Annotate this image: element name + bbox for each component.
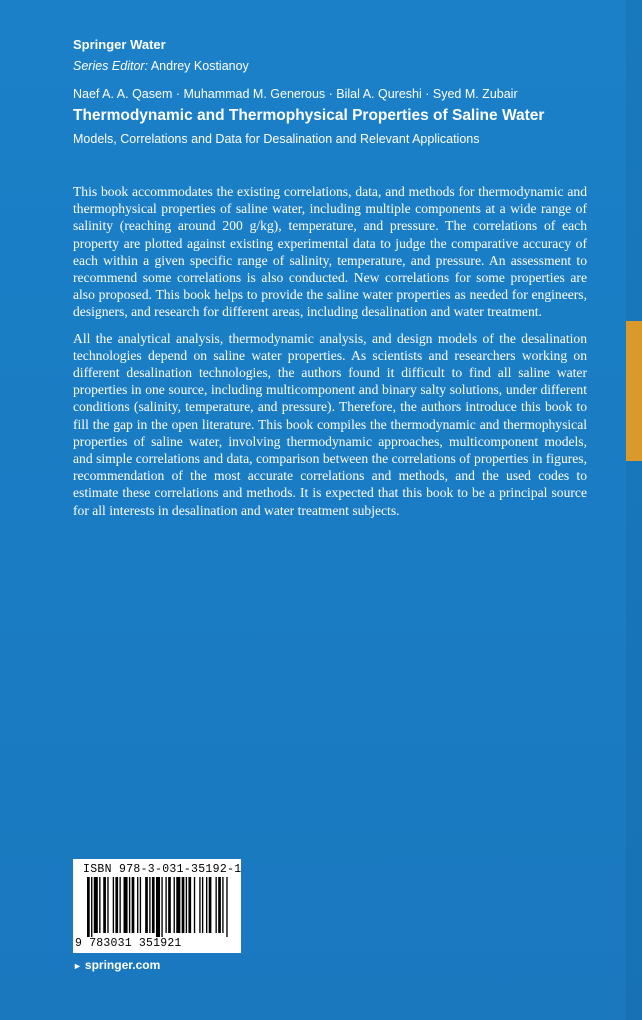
barcode-bar [132, 877, 135, 933]
barcode-bar [188, 877, 191, 933]
barcode-bar [174, 877, 175, 933]
barcode-bar [202, 877, 203, 933]
barcode-bar [145, 877, 148, 933]
book-title: Thermodynamic and Thermophysical Properties of Saline Water [73, 107, 545, 124]
barcode-bar [218, 877, 221, 933]
publisher-url: springer.com [84, 958, 161, 972]
barcode-bar [124, 877, 128, 933]
spine-accent-bar [626, 321, 642, 461]
barcode-bar [215, 877, 216, 933]
barcode-bar [176, 877, 180, 933]
series-name: Springer Water [73, 37, 166, 52]
barcode-bar [91, 877, 92, 937]
publisher-link[interactable] [73, 957, 160, 974]
barcode-bar [99, 877, 100, 933]
barcode-bar [206, 877, 207, 933]
barcode-bar [87, 877, 90, 937]
barcode-bar [113, 877, 114, 933]
barcode-bar [140, 877, 141, 933]
book-authors: Naef A. A. Qasem · Muhammad M. Generous · Bilal A. Qureshi · Syed M. Zubair [73, 87, 518, 101]
barcode-bar [168, 877, 171, 933]
barcode-bar [152, 877, 155, 933]
barcode-digits: 9 783031 351921 [75, 937, 182, 950]
barcode-bar [194, 877, 195, 933]
book-description [73, 183, 587, 528]
barcode-bar [149, 877, 150, 933]
barcode-bars [87, 877, 229, 937]
series-editor-name: Andrey Kostianoy [150, 59, 249, 73]
series-editor [73, 57, 249, 75]
barcode-bar [226, 877, 227, 937]
barcode-bar [156, 877, 160, 937]
barcode-bar [107, 877, 108, 933]
barcode-bar [115, 877, 118, 933]
barcode-bar [209, 877, 212, 933]
barcode-bar [103, 877, 106, 933]
barcode-bar [137, 877, 138, 933]
spine-edge [626, 0, 642, 1020]
barcode-bar [182, 877, 185, 933]
series-editor-label: Series Editor: [73, 59, 149, 73]
barcode-bar [186, 877, 187, 933]
book-subtitle: Models, Correlations and Data for Desalination and Relevant Applications [73, 132, 480, 146]
isbn-label: ISBN 978-3-031-35192-1 [83, 863, 242, 876]
arrow-right-icon: ► [73, 961, 82, 971]
barcode-bar [222, 877, 223, 933]
barcode-bar [161, 877, 162, 937]
barcode-bar [199, 877, 200, 933]
barcode-bar [129, 877, 130, 933]
description-paragraph-2: All the analytical analysis, thermodynamic analysis, and design models of the desalination technologies depend on saline water properties. As scientists and researchers working on different desalination technologies, the authors found it difficult to find all saline water properties in one source, including multicomponent and binary salty solutions, under different conditions (salinity, temperature, and pressure). Therefore, the authors introduce this book to fill the gap in the open literature. This book compiles the thermodynamic and thermophysical properties of saline water, involving thermodynamic approaches, multicomponent models, and simple correlations and data, comparison between the correlations of properties in figures, recommendation of the most accurate correlations and methods, and the used codes to estimate these correlations and methods. It is expected that this book to be a principal source for all interests in desalination and water treatment subjects. [73, 330, 587, 518]
barcode-bar [165, 877, 166, 933]
isbn-barcode [73, 859, 241, 953]
barcode-bar [119, 877, 120, 933]
barcode-bar [94, 877, 98, 933]
description-paragraph-1: This book accommodates the existing correlations, data, and methods for thermodynamic and thermophysical properties of saline water, including multiple components at a wide range of salinity (reaching around 200 g/kg), temperature, and pressure. The correlations of each property are plotted against existing experimental data to judge the comparative accuracy of each within a given specific range of salinity, temperature, and pressure. An assessment to recommend some correlations is also conducted. New correlations for some properties are also proposed. This book helps to provide the saline water properties as needed for engineers, designers, and research for different areas, including desalination and water treatment. [73, 184, 587, 320]
